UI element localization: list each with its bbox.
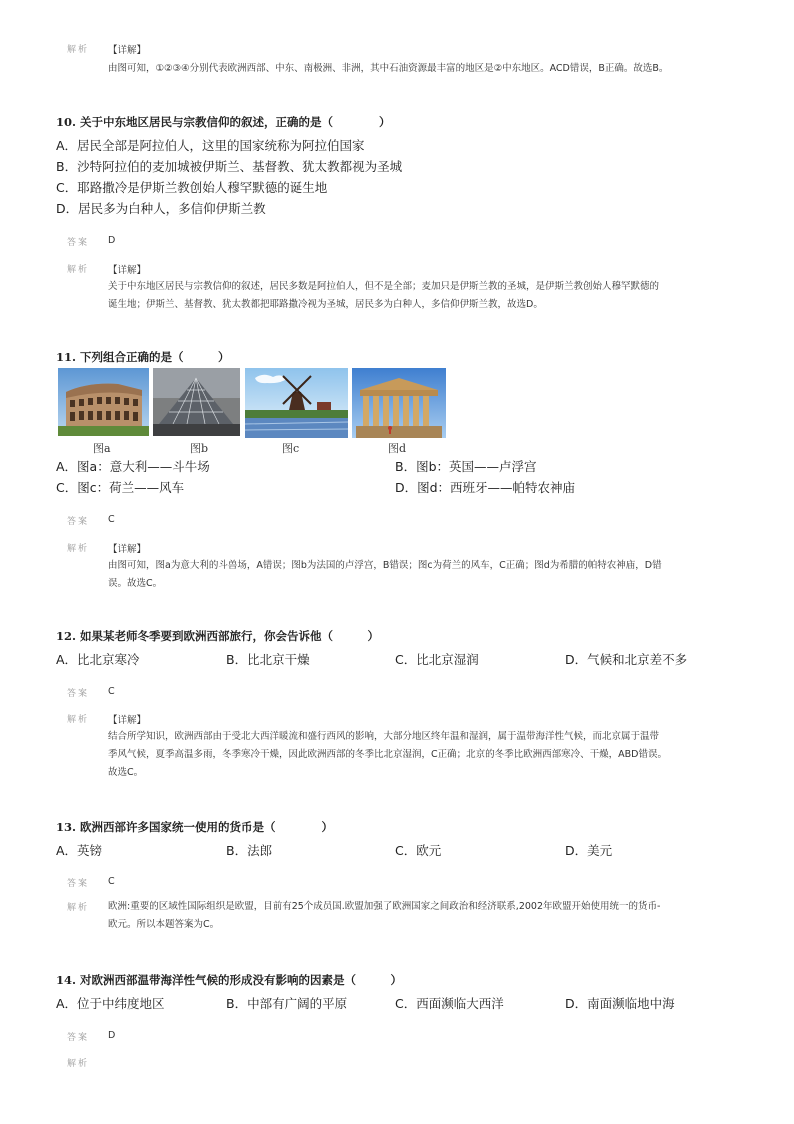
caption-b: 图b <box>190 442 209 455</box>
q13-option-b: B．法郎 <box>226 843 273 858</box>
q10-explanation-line2: 诞生地；伊斯兰、基督教、犹太教都把耶路撒冷视为圣城，居民多为白种人，多信仰伊斯兰教，故选D。 <box>108 299 543 310</box>
q12-explanation-line3: 故选C。 <box>108 767 144 778</box>
q12-option-d: D．气候和北京差不多 <box>565 652 688 667</box>
q14-option-b: B．中部有广阔的平原 <box>226 996 348 1011</box>
caption-c: 图c <box>282 442 300 455</box>
q13-answer: C <box>108 876 115 887</box>
q14-option-a: A．位于中纬度地区 <box>56 996 165 1011</box>
q13-title: 13. 欧洲西部许多国家统一使用的货币是（ ） <box>56 820 334 834</box>
q13-option-c: C．欧元 <box>395 843 442 858</box>
q13-explanation-line1: 欧洲:重要的区域性国际组织是欧盟，目前有25个成员国.欧盟加强了欧洲国家之间政治和经济联系,2002年欧盟开始使用统一的货币- <box>108 901 661 912</box>
q10-option-c: C．耶路撒冷是伊斯兰教创始人穆罕默德的诞生地 <box>56 180 328 195</box>
q11-title: 11. 下列组合正确的是（ ） <box>56 350 230 364</box>
q13-explain-label: 解析 <box>67 903 90 913</box>
q11-explanation-line1: 由图可知，图a为意大利的斗兽场，A错误；图b为法国的卢浮宫，B错误；图c为荷兰的风车，C正确；图d为希腊的帕特农神庙，D错 <box>108 560 662 571</box>
parthenon-image <box>352 368 446 438</box>
q14-answer: D <box>108 1030 116 1041</box>
q11-option-d: D．图d：西班牙——帕特农神庙 <box>395 480 576 495</box>
q12-option-c: C．比北京湿润 <box>395 652 479 667</box>
q10-title: 10. 关于中东地区居民与宗教信仰的叙述，正确的是（ ） <box>56 115 391 129</box>
louvre-pyramid-image <box>153 368 240 436</box>
caption-a: 图a <box>93 442 111 455</box>
q13-explanation-line2: 欧元。所以本题答案为C。 <box>108 919 220 930</box>
q12-explain-label: 解析 <box>67 715 90 725</box>
q13-answer-label: 答案 <box>67 879 90 889</box>
prev-explanation: 由图可知，①②③④分别代表欧洲西部、中东、南极洲、非洲，其中石油资源最丰富的地区是②中东地区。ACD错误，B正确。故选B。 <box>108 63 669 74</box>
q14-option-d: D．南面濒临地中海 <box>565 996 675 1011</box>
q10-explanation-line1: 关于中东地区居民与宗教信仰的叙述，居民多数是阿拉伯人，但不是全部；麦加只是伊斯兰教的圣城，是伊斯兰教创始人穆罕默德的 <box>108 281 660 292</box>
q12-explanation-line2: 季风气候，夏季高温多雨，冬季寒冷干燥，因此欧洲西部的冬季比北京湿润，C正确；北京的冬季比欧洲西部寒冷、干燥，ABD错误。 <box>108 749 667 760</box>
q11-option-a: A．图a：意大利——斗牛场 <box>56 459 210 474</box>
q11-detail-label: 【详解】 <box>108 544 147 555</box>
q12-answer-label: 答案 <box>67 689 90 699</box>
q12-option-b: B．比北京干燥 <box>226 652 310 667</box>
caption-d: 图d <box>388 442 407 455</box>
q11-answer: C <box>108 514 115 525</box>
q11-option-b: B．图b：英国——卢浮宫 <box>395 459 537 474</box>
detail-label: 【详解】 <box>108 45 147 56</box>
q13-option-a: A．英镑 <box>56 843 103 858</box>
q12-explanation-line1: 结合所学知识，欧洲西部由于受北大西洋暖流和盛行西风的影响，大部分地区终年温和湿润，属于温带海洋性气候，而北京属于温带 <box>108 731 660 742</box>
q10-answer: D <box>108 235 116 246</box>
q11-answer-label: 答案 <box>67 517 90 527</box>
q11-explain-label: 解析 <box>67 544 90 554</box>
q14-option-c: C．西面濒临大西洋 <box>395 996 504 1011</box>
q14-answer-label: 答案 <box>67 1033 90 1043</box>
q10-option-d: D．居民多为白种人，多信仰伊斯兰教 <box>56 201 266 216</box>
q11-explanation-line2: 误。故选C。 <box>108 578 163 589</box>
colosseum-image <box>58 368 149 436</box>
q11-option-c: C．图c：荷兰——风车 <box>56 480 185 495</box>
q14-title: 14. 对欧洲西部温带海洋性气候的形成没有影响的因素是（ ） <box>56 973 403 987</box>
q10-detail-label: 【详解】 <box>108 265 147 276</box>
windmill-image <box>245 368 348 438</box>
q12-detail-label: 【详解】 <box>108 715 147 726</box>
q10-explain-label: 解析 <box>67 265 90 275</box>
q12-title: 12. 如果某老师冬季要到欧洲西部旅行，你会告诉他（ ） <box>56 629 380 643</box>
q10-answer-label: 答案 <box>67 238 90 248</box>
q14-explain-label: 解析 <box>67 1059 90 1069</box>
q10-option-b: B．沙特阿拉伯的麦加城被伊斯兰、基督教、犹太教都视为圣城 <box>56 159 403 174</box>
explain-label: 解析 <box>67 45 90 55</box>
q10-option-a: A．居民全部是阿拉伯人，这里的国家统称为阿拉伯国家 <box>56 138 365 153</box>
q12-option-a: A．比北京寒冷 <box>56 652 140 667</box>
q12-answer: C <box>108 686 115 697</box>
q13-option-d: D．美元 <box>565 843 613 858</box>
